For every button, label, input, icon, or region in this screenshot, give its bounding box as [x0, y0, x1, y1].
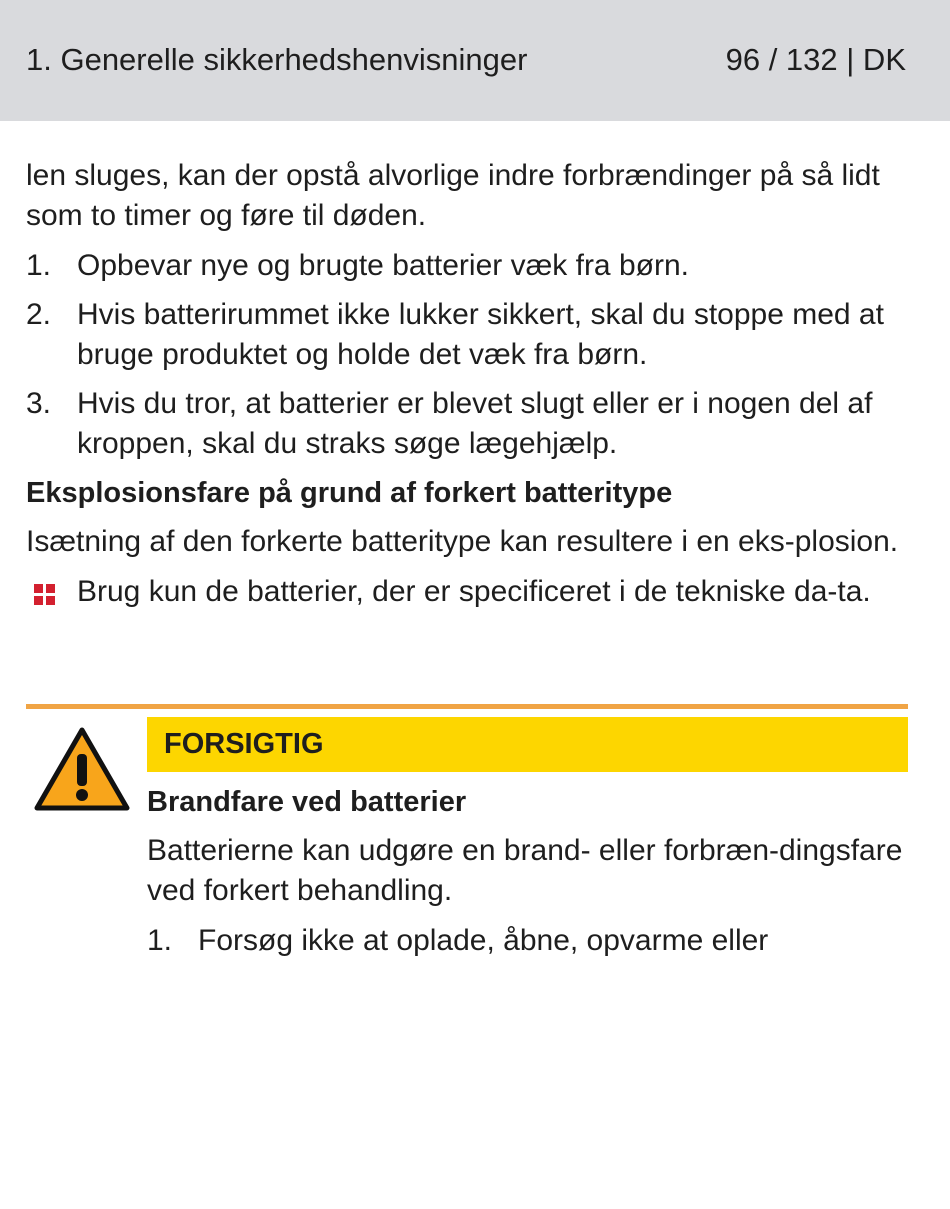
warning-box — [26, 704, 908, 957]
warning-paragraph: Batterierne kan udgøre en brand- eller forbræn-dingsfare ved forkert behandling. — [147, 834, 903, 907]
list-item — [26, 246, 908, 286]
page-indicator: 96 / 132 | DK — [725, 42, 906, 77]
list-item-text: Opbevar nye og brugte batterier væk fra børn. — [77, 249, 689, 282]
list-item — [26, 384, 908, 464]
list-item-text: Hvis du tror, at batterier er blevet slugt eller er i nogen del af kroppen, skal du straks søge lægehjælp. — [77, 387, 873, 460]
explosion-paragraph: Isætning af den forkerte batteritype kan resultere i en eks-plosion. — [26, 525, 899, 558]
list-item — [26, 295, 908, 375]
list-item-number: 2. — [26, 298, 52, 331]
list-item — [147, 921, 908, 961]
list-item-text: Hvis batterirummet ikke lukker sikkert, skal du stoppe med at bruge produktet og holde det væk fra børn. — [77, 298, 884, 371]
bullet-item-text: Brug kun de batterier, der er specificeret i de tekniske da-ta. — [77, 575, 871, 608]
list-item-number: 1. — [147, 924, 173, 957]
intro-paragraph: len sluges, kan der opstå alvorlige indre forbrændinger på så lidt som to timer og føre til døden. — [26, 159, 880, 232]
list-item-text: Forsøg ikke at oplade, åbne, opvarme eller — [198, 924, 769, 957]
list-item-number: 3. — [26, 387, 52, 420]
warning-triangle-icon — [34, 726, 130, 812]
warning-label: FORSIGTIG — [147, 717, 908, 772]
page-content — [26, 156, 908, 621]
list-item-number: 1. — [26, 249, 52, 282]
page-header — [0, 0, 950, 121]
warning-divider — [26, 704, 908, 709]
red-square-bullet-icon — [34, 584, 55, 605]
warning-title: Brandfare ved batterier — [147, 786, 467, 818]
explosion-heading: Eksplosionsfare på grund af forkert batteritype — [26, 477, 673, 509]
section-title: 1. Generelle sikkerhedshenvisninger — [26, 42, 528, 77]
bullet-item — [26, 572, 908, 612]
warning-body — [147, 717, 908, 970]
